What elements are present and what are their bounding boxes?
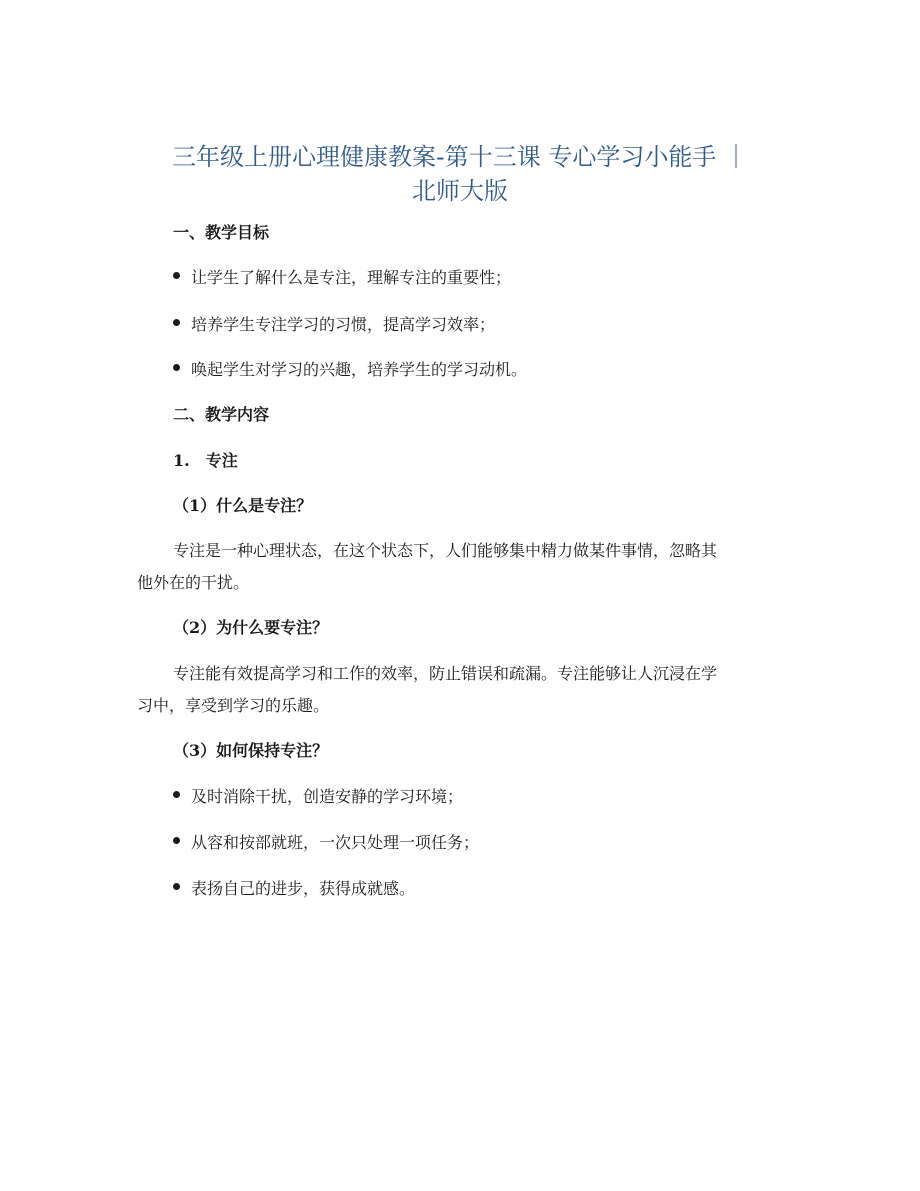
- question-heading-1: （1）什么是专注？: [173, 496, 313, 515]
- paragraph-q2-line-1: 专注能有效提高学习和工作的效率，防止错误和疏漏。专注能够让人沉浸在学: [173, 664, 718, 683]
- objective-item-1: 让学生了解什么是专注，理解专注的重要性；: [191, 268, 512, 287]
- bullet-dot: [173, 837, 180, 844]
- section-heading-objectives: 一、教学目标: [173, 223, 270, 242]
- paragraph-q1-line-1: 专注是一种心理状态，在这个状态下，人们能够集中精力做某件事情，忽略其: [173, 541, 718, 560]
- objective-item-3: 唤起学生对学习的兴趣，培养学生的学习动机。: [191, 360, 528, 379]
- bullet-dot: [173, 272, 180, 279]
- subsection-label: 专注: [205, 451, 238, 470]
- objective-item-2: 培养学生专注学习的习惯，提高学习效率；: [191, 315, 496, 334]
- subsection-focus: [173, 448, 238, 471]
- bullet-dot: [173, 319, 180, 326]
- section-heading-content: [173, 402, 269, 425]
- focus-tip-1: 及时消除干扰，创造安静的学习环境；: [191, 787, 464, 806]
- focus-tip-2: 从容和按部就班，一次只处理一项任务；: [191, 833, 480, 852]
- title-line-1: 三年级上册心理健康教案-第十三课 专心学习小能手 ｜: [172, 143, 748, 171]
- focus-tip-3: 表扬自己的进步，获得成就感。: [191, 879, 416, 898]
- subsection-number: 1.: [173, 451, 190, 470]
- title-line-2: 北师大版: [412, 177, 508, 205]
- paragraph-q1-line-2: 他外在的干扰。: [137, 573, 250, 592]
- bullet-dot: [173, 883, 180, 890]
- question-heading-3: （3）如何保持专注？: [173, 741, 329, 760]
- bullet-dot: [173, 791, 180, 798]
- section-heading-content-text: 二、教学内容: [173, 405, 270, 424]
- question-heading-2: （2）为什么要专注？: [173, 618, 329, 637]
- document-title: [120, 140, 800, 208]
- bullet-dot: [173, 364, 180, 371]
- paragraph-q2-line-2: 习中，享受到学习的乐趣。: [137, 696, 330, 715]
